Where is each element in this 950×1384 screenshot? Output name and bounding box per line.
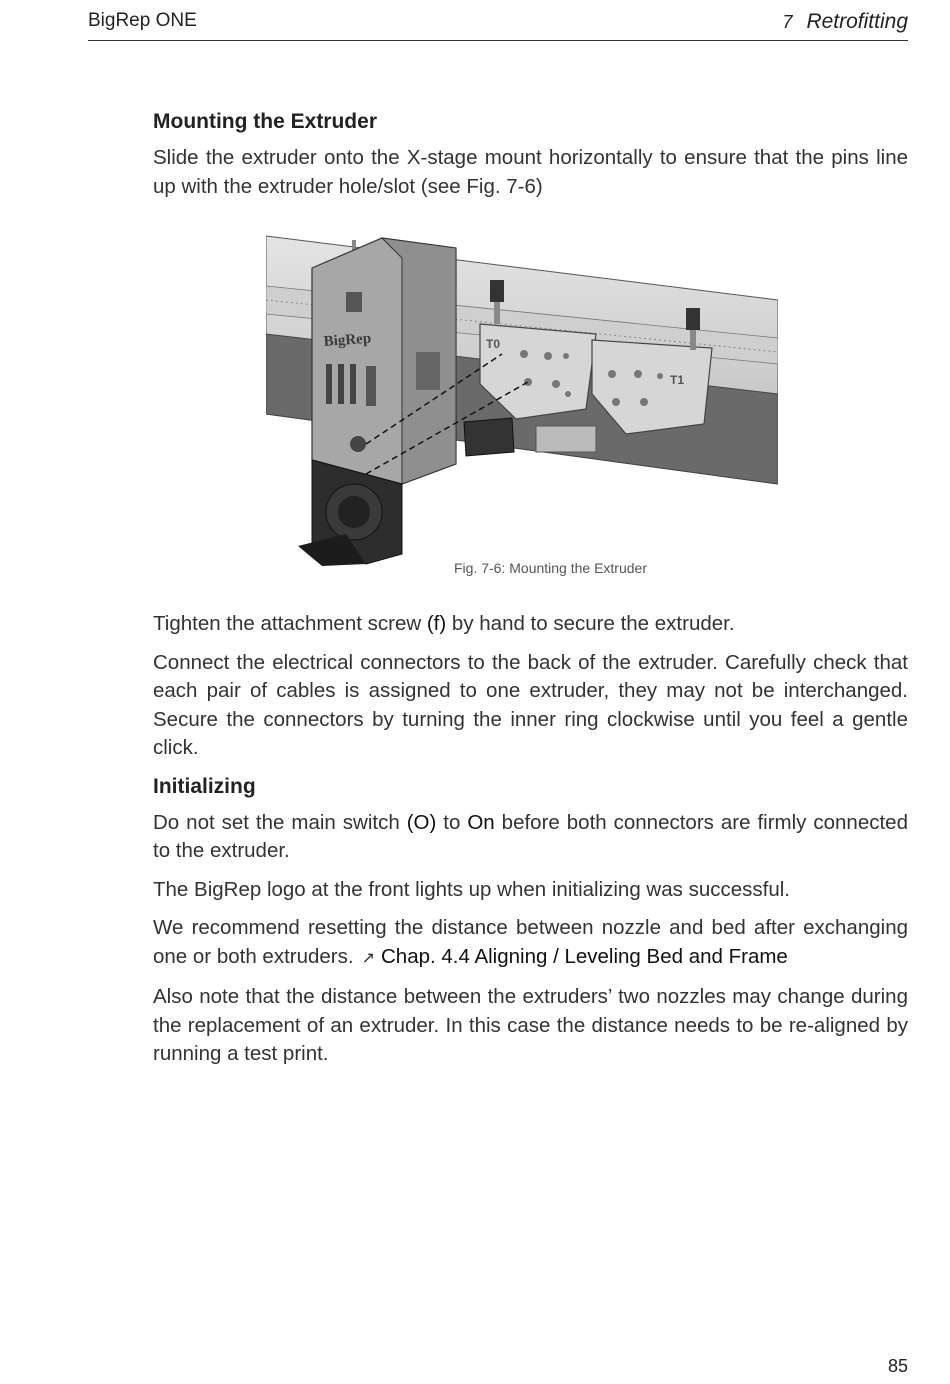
figure-caption: Fig. 7-6: Mounting the Extruder [454, 560, 647, 576]
mounting-paragraph: Slide the extruder onto the X-stage mount horizontally to ensure that the pins line up with the extruder hole/slot (see Fig. 7-6) [153, 146, 908, 198]
connect-paragraph: Connect the electrical connectors to the back of the extruder. Carefully check that each pair of cables is assigned to one extruder, they may not be interchanged. Secure the connectors by turning the inner ring clockwise until you feel a gentle click. [153, 650, 908, 759]
section-mounting [153, 110, 908, 201]
tighten-paragraph: Tighten the attachment screw (f) by hand to secure the extruder. [153, 612, 735, 635]
extruder-logo: BigRep [323, 330, 372, 350]
chapter-heading [782, 10, 908, 34]
section-title-mounting: Mounting the Extruder [153, 110, 377, 133]
label-t1: T1 [670, 373, 685, 387]
extruder-figure [266, 234, 778, 579]
logo-paragraph: The BigRep logo at the front lights up when initializing was successful. [153, 877, 790, 901]
chapter-reference-link[interactable]: Chap. 4.4 Aligning / Leveling Bed and Frame [380, 944, 788, 968]
note-paragraph: Also note that the distance between the extruders’ two nozzles may change during the replacement of an extruder. In this case the distance needs to be re-aligned by running a test print. [153, 985, 908, 1065]
section-title-initializing: Initializing [153, 774, 256, 798]
chapter-title: Retrofitting [806, 10, 908, 33]
page-number: 85 [887, 1356, 908, 1376]
product-name: BigRep ONE [88, 10, 197, 31]
label-t0: T0 [486, 337, 501, 351]
switch-paragraph: Do not set the main switch (O) to On before both connectors are firmly connected to the extruder. [153, 810, 908, 862]
section-body [153, 610, 908, 1069]
recommend-paragraph: We recommend resetting the distance between nozzle and bed after exchanging one or both extruders. ↗ Chap. 4.4 Aligning / Leveling Bed and Frame [153, 916, 908, 968]
reference-arrow-icon: ↗ [361, 949, 375, 967]
chapter-number: 7 [782, 12, 793, 32]
page-header [88, 6, 908, 41]
extruder-illustration [266, 234, 778, 579]
